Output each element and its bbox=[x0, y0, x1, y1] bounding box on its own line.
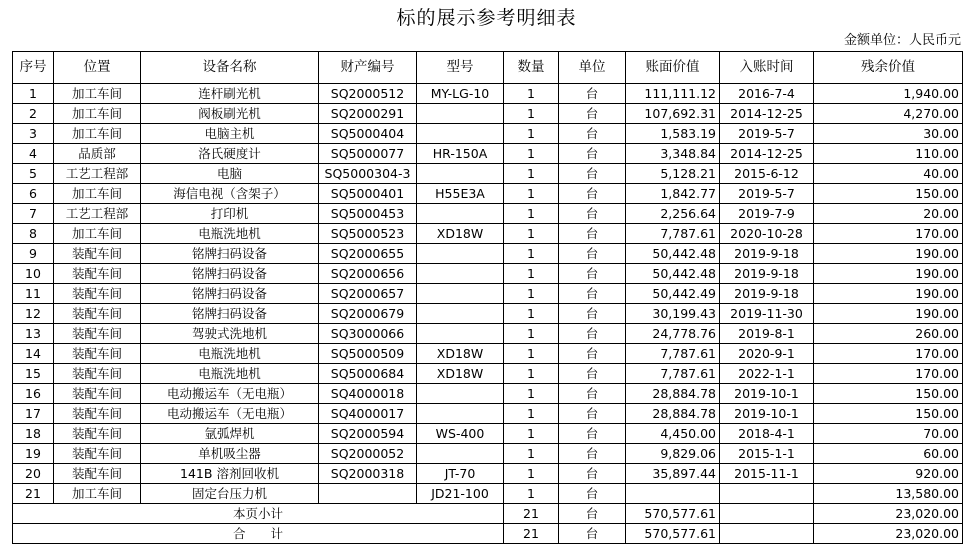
cell-model: HR-150A bbox=[417, 144, 504, 164]
cell-model bbox=[417, 204, 504, 224]
cell-residual-value: 150.00 bbox=[814, 384, 963, 404]
cell-index: 17 bbox=[13, 404, 54, 424]
cell-quantity: 1 bbox=[504, 124, 559, 144]
cell-location: 加工车间 bbox=[54, 104, 141, 124]
cell-unit: 台 bbox=[559, 224, 626, 244]
cell-entry-date: 2015-1-1 bbox=[720, 444, 814, 464]
total-unit: 台 bbox=[559, 524, 626, 544]
cell-entry-date: 2019-9-18 bbox=[720, 284, 814, 304]
cell-index: 16 bbox=[13, 384, 54, 404]
cell-equipment-name: 电瓶洗地机 bbox=[141, 224, 319, 244]
cell-asset-number: SQ5000404 bbox=[319, 124, 417, 144]
page-title: 标的展示参考明细表 bbox=[396, 7, 577, 29]
header-entry-date: 入账时间 bbox=[720, 52, 814, 84]
table-row bbox=[13, 364, 963, 384]
table-row bbox=[13, 304, 963, 324]
cell-quantity: 1 bbox=[504, 204, 559, 224]
table-row bbox=[13, 204, 963, 224]
cell-residual-value: 150.00 bbox=[814, 404, 963, 424]
cell-quantity: 1 bbox=[504, 484, 559, 504]
cell-book-value: 107,692.31 bbox=[626, 104, 720, 124]
cell-entry-date: 2018-4-1 bbox=[720, 424, 814, 444]
cell-book-value: 3,348.84 bbox=[626, 144, 720, 164]
cell-entry-date: 2019-10-1 bbox=[720, 384, 814, 404]
cell-asset-number: SQ4000018 bbox=[319, 384, 417, 404]
cell-unit: 台 bbox=[559, 84, 626, 104]
cell-equipment-name: 铭牌扫码设备 bbox=[141, 244, 319, 264]
cell-equipment-name: 打印机 bbox=[141, 204, 319, 224]
subtotal-quantity: 21 bbox=[504, 504, 559, 524]
cell-model: H55E3A bbox=[417, 184, 504, 204]
cell-book-value: 7,787.61 bbox=[626, 364, 720, 384]
cell-location: 装配车间 bbox=[54, 444, 141, 464]
cell-equipment-name: 电动搬运车（无电瓶） bbox=[141, 404, 319, 424]
table-row bbox=[13, 424, 963, 444]
cell-residual-value: 13,580.00 bbox=[814, 484, 963, 504]
cell-index: 21 bbox=[13, 484, 54, 504]
cell-asset-number: SQ5000304-3 bbox=[319, 164, 417, 184]
cell-quantity: 1 bbox=[504, 164, 559, 184]
table-row bbox=[13, 484, 963, 504]
cell-entry-date: 2015-11-1 bbox=[720, 464, 814, 484]
cell-unit: 台 bbox=[559, 164, 626, 184]
cell-entry-date: 2020-10-28 bbox=[720, 224, 814, 244]
cell-book-value: 50,442.48 bbox=[626, 264, 720, 284]
total-quantity: 21 bbox=[504, 524, 559, 544]
total-row bbox=[13, 524, 963, 544]
cell-unit: 台 bbox=[559, 364, 626, 384]
cell-location: 加工车间 bbox=[54, 84, 141, 104]
header-model: 型号 bbox=[417, 52, 504, 84]
cell-book-value: 1,842.77 bbox=[626, 184, 720, 204]
cell-book-value: 28,884.78 bbox=[626, 384, 720, 404]
header-book-value: 账面价值 bbox=[626, 52, 720, 84]
cell-book-value: 9,829.06 bbox=[626, 444, 720, 464]
cell-entry-date: 2019-10-1 bbox=[720, 404, 814, 424]
cell-location: 装配车间 bbox=[54, 264, 141, 284]
table-row bbox=[13, 444, 963, 464]
cell-equipment-name: 海信电视（含架子） bbox=[141, 184, 319, 204]
cell-residual-value: 4,270.00 bbox=[814, 104, 963, 124]
cell-entry-date: 2020-9-1 bbox=[720, 344, 814, 364]
cell-equipment-name: 连杆刷光机 bbox=[141, 84, 319, 104]
cell-index: 12 bbox=[13, 304, 54, 324]
cell-residual-value: 1,940.00 bbox=[814, 84, 963, 104]
header-residual-value: 残余价值 bbox=[814, 52, 963, 84]
cell-asset-number: SQ4000017 bbox=[319, 404, 417, 424]
cell-entry-date bbox=[720, 484, 814, 504]
cell-index: 14 bbox=[13, 344, 54, 364]
cell-equipment-name: 141B 溶剂回收机 bbox=[141, 464, 319, 484]
header-unit: 单位 bbox=[559, 52, 626, 84]
cell-quantity: 1 bbox=[504, 424, 559, 444]
cell-index: 10 bbox=[13, 264, 54, 284]
cell-entry-date: 2014-12-25 bbox=[720, 144, 814, 164]
cell-model bbox=[417, 124, 504, 144]
cell-residual-value: 150.00 bbox=[814, 184, 963, 204]
cell-book-value: 50,442.49 bbox=[626, 284, 720, 304]
cell-unit: 台 bbox=[559, 284, 626, 304]
cell-book-value: 5,128.21 bbox=[626, 164, 720, 184]
cell-quantity: 1 bbox=[504, 364, 559, 384]
table-row bbox=[13, 284, 963, 304]
cell-asset-number bbox=[319, 484, 417, 504]
cell-quantity: 1 bbox=[504, 224, 559, 244]
cell-model: XD18W bbox=[417, 344, 504, 364]
cell-equipment-name: 电动搬运车（无电瓶） bbox=[141, 384, 319, 404]
cell-model: WS-400 bbox=[417, 424, 504, 444]
cell-book-value: 7,787.61 bbox=[626, 344, 720, 364]
cell-location: 工艺工程部 bbox=[54, 204, 141, 224]
cell-equipment-name: 电脑主机 bbox=[141, 124, 319, 144]
cell-quantity: 1 bbox=[504, 104, 559, 124]
cell-model: XD18W bbox=[417, 364, 504, 384]
cell-book-value: 4,450.00 bbox=[626, 424, 720, 444]
cell-entry-date: 2019-9-18 bbox=[720, 244, 814, 264]
total-residual-value: 23,020.00 bbox=[814, 524, 963, 544]
cell-index: 11 bbox=[13, 284, 54, 304]
cell-residual-value: 170.00 bbox=[814, 364, 963, 384]
cell-quantity: 1 bbox=[504, 444, 559, 464]
asset-detail-table bbox=[12, 51, 963, 544]
cell-quantity: 1 bbox=[504, 384, 559, 404]
cell-asset-number: SQ2000679 bbox=[319, 304, 417, 324]
cell-entry-date: 2019-8-1 bbox=[720, 324, 814, 344]
cell-quantity: 1 bbox=[504, 464, 559, 484]
cell-index: 5 bbox=[13, 164, 54, 184]
cell-index: 15 bbox=[13, 364, 54, 384]
table-row bbox=[13, 224, 963, 244]
cell-entry-date: 2014-12-25 bbox=[720, 104, 814, 124]
subtotal-entry-date bbox=[720, 504, 814, 524]
cell-residual-value: 190.00 bbox=[814, 264, 963, 284]
cell-unit: 台 bbox=[559, 144, 626, 164]
cell-equipment-name: 单机吸尘器 bbox=[141, 444, 319, 464]
cell-book-value: 24,778.76 bbox=[626, 324, 720, 344]
cell-equipment-name: 电瓶洗地机 bbox=[141, 344, 319, 364]
cell-asset-number: SQ2000512 bbox=[319, 84, 417, 104]
cell-book-value bbox=[626, 484, 720, 504]
cell-unit: 台 bbox=[559, 204, 626, 224]
cell-entry-date: 2015-6-12 bbox=[720, 164, 814, 184]
table-header-row bbox=[13, 52, 963, 84]
cell-residual-value: 20.00 bbox=[814, 204, 963, 224]
cell-asset-number: SQ2000318 bbox=[319, 464, 417, 484]
cell-unit: 台 bbox=[559, 264, 626, 284]
cell-index: 20 bbox=[13, 464, 54, 484]
cell-entry-date: 2019-5-7 bbox=[720, 184, 814, 204]
cell-index: 9 bbox=[13, 244, 54, 264]
cell-book-value: 7,787.61 bbox=[626, 224, 720, 244]
cell-residual-value: 70.00 bbox=[814, 424, 963, 444]
header-asset-number: 财产编号 bbox=[319, 52, 417, 84]
cell-model bbox=[417, 444, 504, 464]
cell-unit: 台 bbox=[559, 124, 626, 144]
cell-book-value: 111,111.12 bbox=[626, 84, 720, 104]
cell-asset-number: SQ2000656 bbox=[319, 264, 417, 284]
cell-index: 3 bbox=[13, 124, 54, 144]
cell-residual-value: 30.00 bbox=[814, 124, 963, 144]
subtotal-unit: 台 bbox=[559, 504, 626, 524]
table-row bbox=[13, 104, 963, 124]
cell-asset-number: SQ2000594 bbox=[319, 424, 417, 444]
cell-equipment-name: 电瓶洗地机 bbox=[141, 364, 319, 384]
cell-equipment-name: 铭牌扫码设备 bbox=[141, 304, 319, 324]
cell-quantity: 1 bbox=[504, 264, 559, 284]
cell-unit: 台 bbox=[559, 404, 626, 424]
subtotal-residual-value: 23,020.00 bbox=[814, 504, 963, 524]
cell-location: 装配车间 bbox=[54, 464, 141, 484]
cell-book-value: 1,583.19 bbox=[626, 124, 720, 144]
cell-quantity: 1 bbox=[504, 244, 559, 264]
cell-asset-number: SQ5000684 bbox=[319, 364, 417, 384]
cell-index: 4 bbox=[13, 144, 54, 164]
cell-model bbox=[417, 164, 504, 184]
cell-residual-value: 260.00 bbox=[814, 324, 963, 344]
cell-unit: 台 bbox=[559, 424, 626, 444]
subtotal-row bbox=[13, 504, 963, 524]
cell-model: MY-LG-10 bbox=[417, 84, 504, 104]
cell-residual-value: 190.00 bbox=[814, 284, 963, 304]
cell-model: JT-70 bbox=[417, 464, 504, 484]
cell-asset-number: SQ5000077 bbox=[319, 144, 417, 164]
cell-index: 13 bbox=[13, 324, 54, 344]
cell-location: 加工车间 bbox=[54, 124, 141, 144]
cell-book-value: 28,884.78 bbox=[626, 404, 720, 424]
cell-location: 装配车间 bbox=[54, 304, 141, 324]
table-row bbox=[13, 264, 963, 284]
cell-unit: 台 bbox=[559, 304, 626, 324]
cell-location: 工艺工程部 bbox=[54, 164, 141, 184]
cell-residual-value: 60.00 bbox=[814, 444, 963, 464]
cell-location: 装配车间 bbox=[54, 364, 141, 384]
cell-quantity: 1 bbox=[504, 184, 559, 204]
cell-equipment-name: 阀板刷光机 bbox=[141, 104, 319, 124]
subtotal-book-value: 570,577.61 bbox=[626, 504, 720, 524]
cell-residual-value: 170.00 bbox=[814, 344, 963, 364]
cell-model bbox=[417, 284, 504, 304]
cell-index: 2 bbox=[13, 104, 54, 124]
cell-asset-number: SQ2000657 bbox=[319, 284, 417, 304]
total-entry-date bbox=[720, 524, 814, 544]
cell-model bbox=[417, 244, 504, 264]
cell-model bbox=[417, 324, 504, 344]
cell-asset-number: SQ3000066 bbox=[319, 324, 417, 344]
cell-unit: 台 bbox=[559, 384, 626, 404]
cell-entry-date: 2019-5-7 bbox=[720, 124, 814, 144]
table-row bbox=[13, 164, 963, 184]
cell-residual-value: 190.00 bbox=[814, 244, 963, 264]
total-label: 合 计 bbox=[13, 524, 504, 544]
cell-residual-value: 170.00 bbox=[814, 224, 963, 244]
cell-unit: 台 bbox=[559, 344, 626, 364]
header-index: 序号 bbox=[13, 52, 54, 84]
cell-book-value: 30,199.43 bbox=[626, 304, 720, 324]
currency-unit-note: 金额单位：人民币元 bbox=[843, 33, 961, 48]
cell-asset-number: SQ5000453 bbox=[319, 204, 417, 224]
cell-equipment-name: 电脑 bbox=[141, 164, 319, 184]
cell-entry-date: 2019-9-18 bbox=[720, 264, 814, 284]
cell-location: 装配车间 bbox=[54, 324, 141, 344]
cell-quantity: 1 bbox=[504, 284, 559, 304]
cell-unit: 台 bbox=[559, 324, 626, 344]
table-row bbox=[13, 344, 963, 364]
cell-book-value: 35,897.44 bbox=[626, 464, 720, 484]
cell-model bbox=[417, 264, 504, 284]
cell-unit: 台 bbox=[559, 244, 626, 264]
cell-quantity: 1 bbox=[504, 84, 559, 104]
cell-location: 装配车间 bbox=[54, 424, 141, 444]
table-row bbox=[13, 324, 963, 344]
cell-quantity: 1 bbox=[504, 324, 559, 344]
cell-book-value: 50,442.48 bbox=[626, 244, 720, 264]
cell-unit: 台 bbox=[559, 444, 626, 464]
header-quantity: 数量 bbox=[504, 52, 559, 84]
cell-unit: 台 bbox=[559, 184, 626, 204]
cell-model bbox=[417, 104, 504, 124]
cell-location: 加工车间 bbox=[54, 184, 141, 204]
cell-quantity: 1 bbox=[504, 144, 559, 164]
table-row bbox=[13, 384, 963, 404]
header-location: 位置 bbox=[54, 52, 141, 84]
cell-location: 装配车间 bbox=[54, 384, 141, 404]
cell-model bbox=[417, 304, 504, 324]
cell-asset-number: SQ2000655 bbox=[319, 244, 417, 264]
cell-index: 1 bbox=[13, 84, 54, 104]
table-row bbox=[13, 124, 963, 144]
cell-location: 装配车间 bbox=[54, 284, 141, 304]
cell-index: 6 bbox=[13, 184, 54, 204]
cell-equipment-name: 铭牌扫码设备 bbox=[141, 264, 319, 284]
cell-residual-value: 110.00 bbox=[814, 144, 963, 164]
cell-model: JD21-100 bbox=[417, 484, 504, 504]
cell-asset-number: SQ5000401 bbox=[319, 184, 417, 204]
cell-model bbox=[417, 384, 504, 404]
cell-entry-date: 2019-7-9 bbox=[720, 204, 814, 224]
cell-asset-number: SQ5000509 bbox=[319, 344, 417, 364]
cell-equipment-name: 铭牌扫码设备 bbox=[141, 284, 319, 304]
cell-equipment-name: 洛氏硬度计 bbox=[141, 144, 319, 164]
subtotal-label: 本页小计 bbox=[13, 504, 504, 524]
cell-index: 19 bbox=[13, 444, 54, 464]
table-row bbox=[13, 244, 963, 264]
cell-equipment-name: 固定台压力机 bbox=[141, 484, 319, 504]
cell-entry-date: 2016-7-4 bbox=[720, 84, 814, 104]
table-row bbox=[13, 404, 963, 424]
cell-model bbox=[417, 404, 504, 424]
cell-location: 加工车间 bbox=[54, 224, 141, 244]
cell-unit: 台 bbox=[559, 464, 626, 484]
cell-location: 装配车间 bbox=[54, 404, 141, 424]
cell-book-value: 2,256.64 bbox=[626, 204, 720, 224]
cell-quantity: 1 bbox=[504, 404, 559, 424]
header-equipment-name: 设备名称 bbox=[141, 52, 319, 84]
cell-residual-value: 190.00 bbox=[814, 304, 963, 324]
cell-location: 加工车间 bbox=[54, 484, 141, 504]
table-row bbox=[13, 84, 963, 104]
cell-index: 18 bbox=[13, 424, 54, 444]
cell-model: XD18W bbox=[417, 224, 504, 244]
cell-asset-number: SQ5000523 bbox=[319, 224, 417, 244]
table-row bbox=[13, 464, 963, 484]
cell-equipment-name: 驾驶式洗地机 bbox=[141, 324, 319, 344]
cell-index: 8 bbox=[13, 224, 54, 244]
table-row bbox=[13, 144, 963, 164]
cell-residual-value: 40.00 bbox=[814, 164, 963, 184]
cell-quantity: 1 bbox=[504, 304, 559, 324]
cell-location: 品质部 bbox=[54, 144, 141, 164]
cell-asset-number: SQ2000291 bbox=[319, 104, 417, 124]
cell-entry-date: 2019-11-30 bbox=[720, 304, 814, 324]
cell-residual-value: 920.00 bbox=[814, 464, 963, 484]
cell-unit: 台 bbox=[559, 104, 626, 124]
cell-location: 装配车间 bbox=[54, 244, 141, 264]
cell-unit: 台 bbox=[559, 484, 626, 504]
cell-entry-date: 2022-1-1 bbox=[720, 364, 814, 384]
cell-location: 装配车间 bbox=[54, 344, 141, 364]
total-book-value: 570,577.61 bbox=[626, 524, 720, 544]
table-row bbox=[13, 184, 963, 204]
cell-equipment-name: 氩弧焊机 bbox=[141, 424, 319, 444]
cell-asset-number: SQ2000052 bbox=[319, 444, 417, 464]
cell-index: 7 bbox=[13, 204, 54, 224]
cell-quantity: 1 bbox=[504, 344, 559, 364]
